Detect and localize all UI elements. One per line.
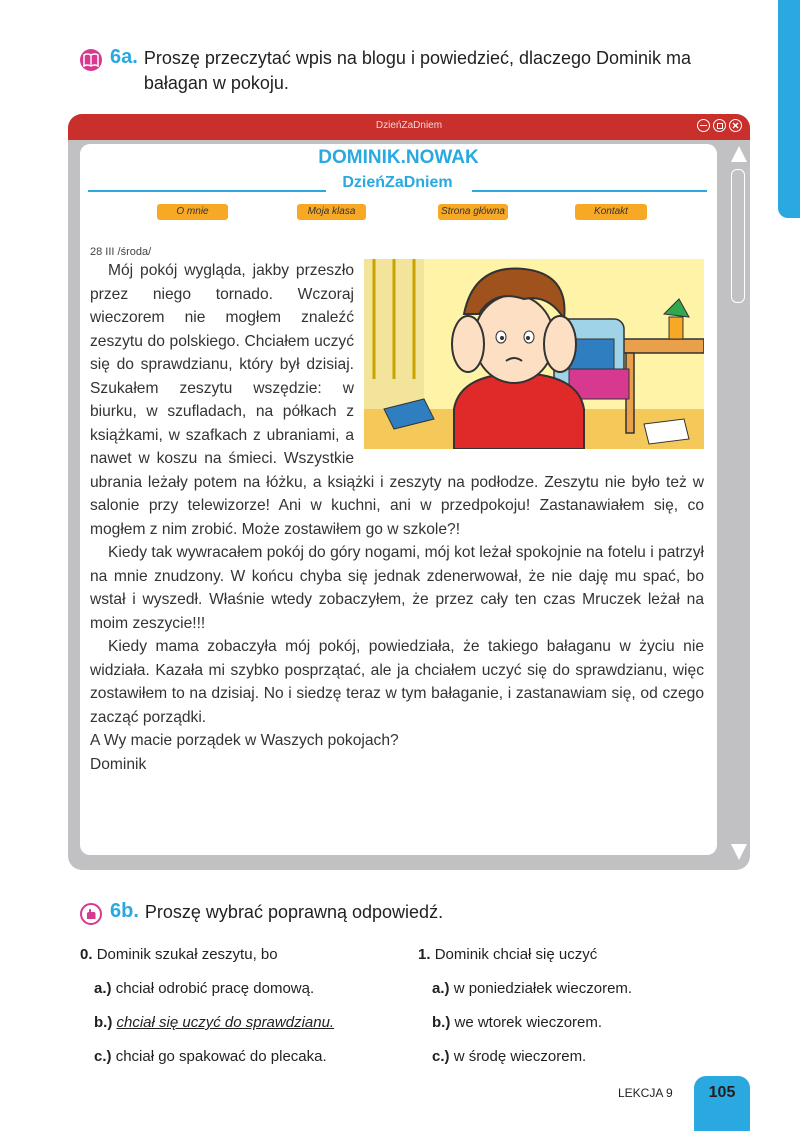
task-number: 6b. [110, 900, 139, 922]
scroll-thumb[interactable] [731, 169, 745, 303]
page-number-badge [694, 1076, 750, 1131]
minimize-icon[interactable] [697, 119, 710, 132]
blog-window [68, 114, 750, 870]
post-date: 28 III /środa/ [90, 246, 152, 258]
task-6a-header [80, 46, 760, 96]
answer-option[interactable]: b.) we wtorek wieczorem. [432, 1014, 603, 1031]
lesson-label: LEKCJA 9 [618, 1086, 673, 1100]
nav-about-me[interactable]: O mnie [157, 204, 228, 220]
question-stem: Dominik chciał się uczyć [434, 946, 598, 963]
maximize-icon[interactable] [713, 119, 726, 132]
blog-subtitle: DzieńZaDniem [342, 174, 453, 191]
post-body [90, 259, 704, 776]
task-instruction: Proszę wybrać poprawną odpowiedź. [144, 902, 444, 922]
question-stem: Dominik szukał zeszytu, bo [96, 946, 278, 963]
answer-option[interactable]: c.) w środę wieczorem. [432, 1048, 587, 1065]
task-6b-header [80, 900, 443, 925]
post-paragraph: Kiedy tak wywracałem pokój do góry nogami, mój kot leżał spokojnie na fotelu i patrzył na mnie znudzony. W końcu chyba się jednak zdenerwował, że nie daję mu spać, bo wstał i wyszedł. Właśnie wtedy zobaczyłem, że przez cały ten czas Mruczek leżał na moim zeszycie!!! [90, 544, 704, 632]
task-instruction: Proszę przeczytać wpis na blogu i powiedzieć, dlaczego Dominik ma bałagan w pokoju. [143, 48, 692, 93]
page-number: 105 [708, 1084, 736, 1101]
task-number: 6a. [110, 46, 138, 68]
post-paragraph: Kiedy mama zobaczyła mój pokój, powiedziała, że takiego bałaganu w życiu nie widziała. Kazała mi szybko posprzątać, ale ja chciałem uczyć się do sprawdzianu, więc zostawiłem to na dzisiaj. No i siedzę teraz w tym bałaganie, i zastanawiam się, od czego zacząć porządki. [90, 638, 704, 726]
nav-my-class[interactable]: Moja klasa [297, 204, 366, 220]
window-title: DzieńZaDniem [375, 120, 443, 131]
pointing-hand-icon [80, 903, 102, 925]
answer-option[interactable]: c.) chciał go spakować do plecaka. [94, 1048, 327, 1065]
nav-contact[interactable]: Kontakt [575, 204, 647, 220]
question-0 [80, 944, 334, 1080]
question-number: 1. [418, 946, 431, 963]
post-paragraph: Mój pokój wygląda, jakby przeszło przez niego tornado. Wczoraj wieczorem nie mogłem znaleźć zeszytu do polskiego. Chciałem uczyć się do sprawdzianu, który był dzisiaj. Szukałem zeszytu wszędzie: w biurku, w szufladach, na półkach z książkami, w szafkach z ubraniami, a nawet w koszu na śmieci. Wszystkie ubrania leżały potem na łóżku, a książki i zeszyty na podłodze. Zeszytu nie było też w salonie przy telewizorze! Ani w kuchni, ani w przedpokoju! Zastanawiałem się, co mogłem z nim zrobić. Może zostawiłem go w szkole?! [90, 262, 704, 538]
close-icon[interactable] [729, 119, 742, 132]
answer-option[interactable]: a.) w poniedziałek wieczorem. [432, 980, 633, 997]
scroll-up-icon[interactable] [731, 146, 747, 162]
post-question: A Wy macie porządek w Waszych pokojach? [90, 732, 399, 749]
blog-name: DOMINIK.NOWAK [318, 147, 479, 168]
answer-option-selected[interactable]: b.) chciał się uczyć do sprawdzianu. [94, 1014, 335, 1031]
chapter-tab [778, 0, 800, 218]
post-signature: Dominik [90, 755, 147, 773]
book-icon [80, 49, 102, 71]
scrollbar[interactable] [728, 144, 748, 870]
scroll-down-icon[interactable] [731, 844, 747, 860]
blog-content [80, 144, 717, 855]
question-1 [418, 944, 632, 1080]
nav-home[interactable]: Strona główna [438, 204, 508, 220]
answer-option[interactable]: a.) chciał odrobić pracę domową. [94, 980, 315, 997]
window-title-bar [68, 114, 750, 140]
question-number: 0. [80, 946, 93, 963]
messy-room-illustration [364, 259, 704, 449]
